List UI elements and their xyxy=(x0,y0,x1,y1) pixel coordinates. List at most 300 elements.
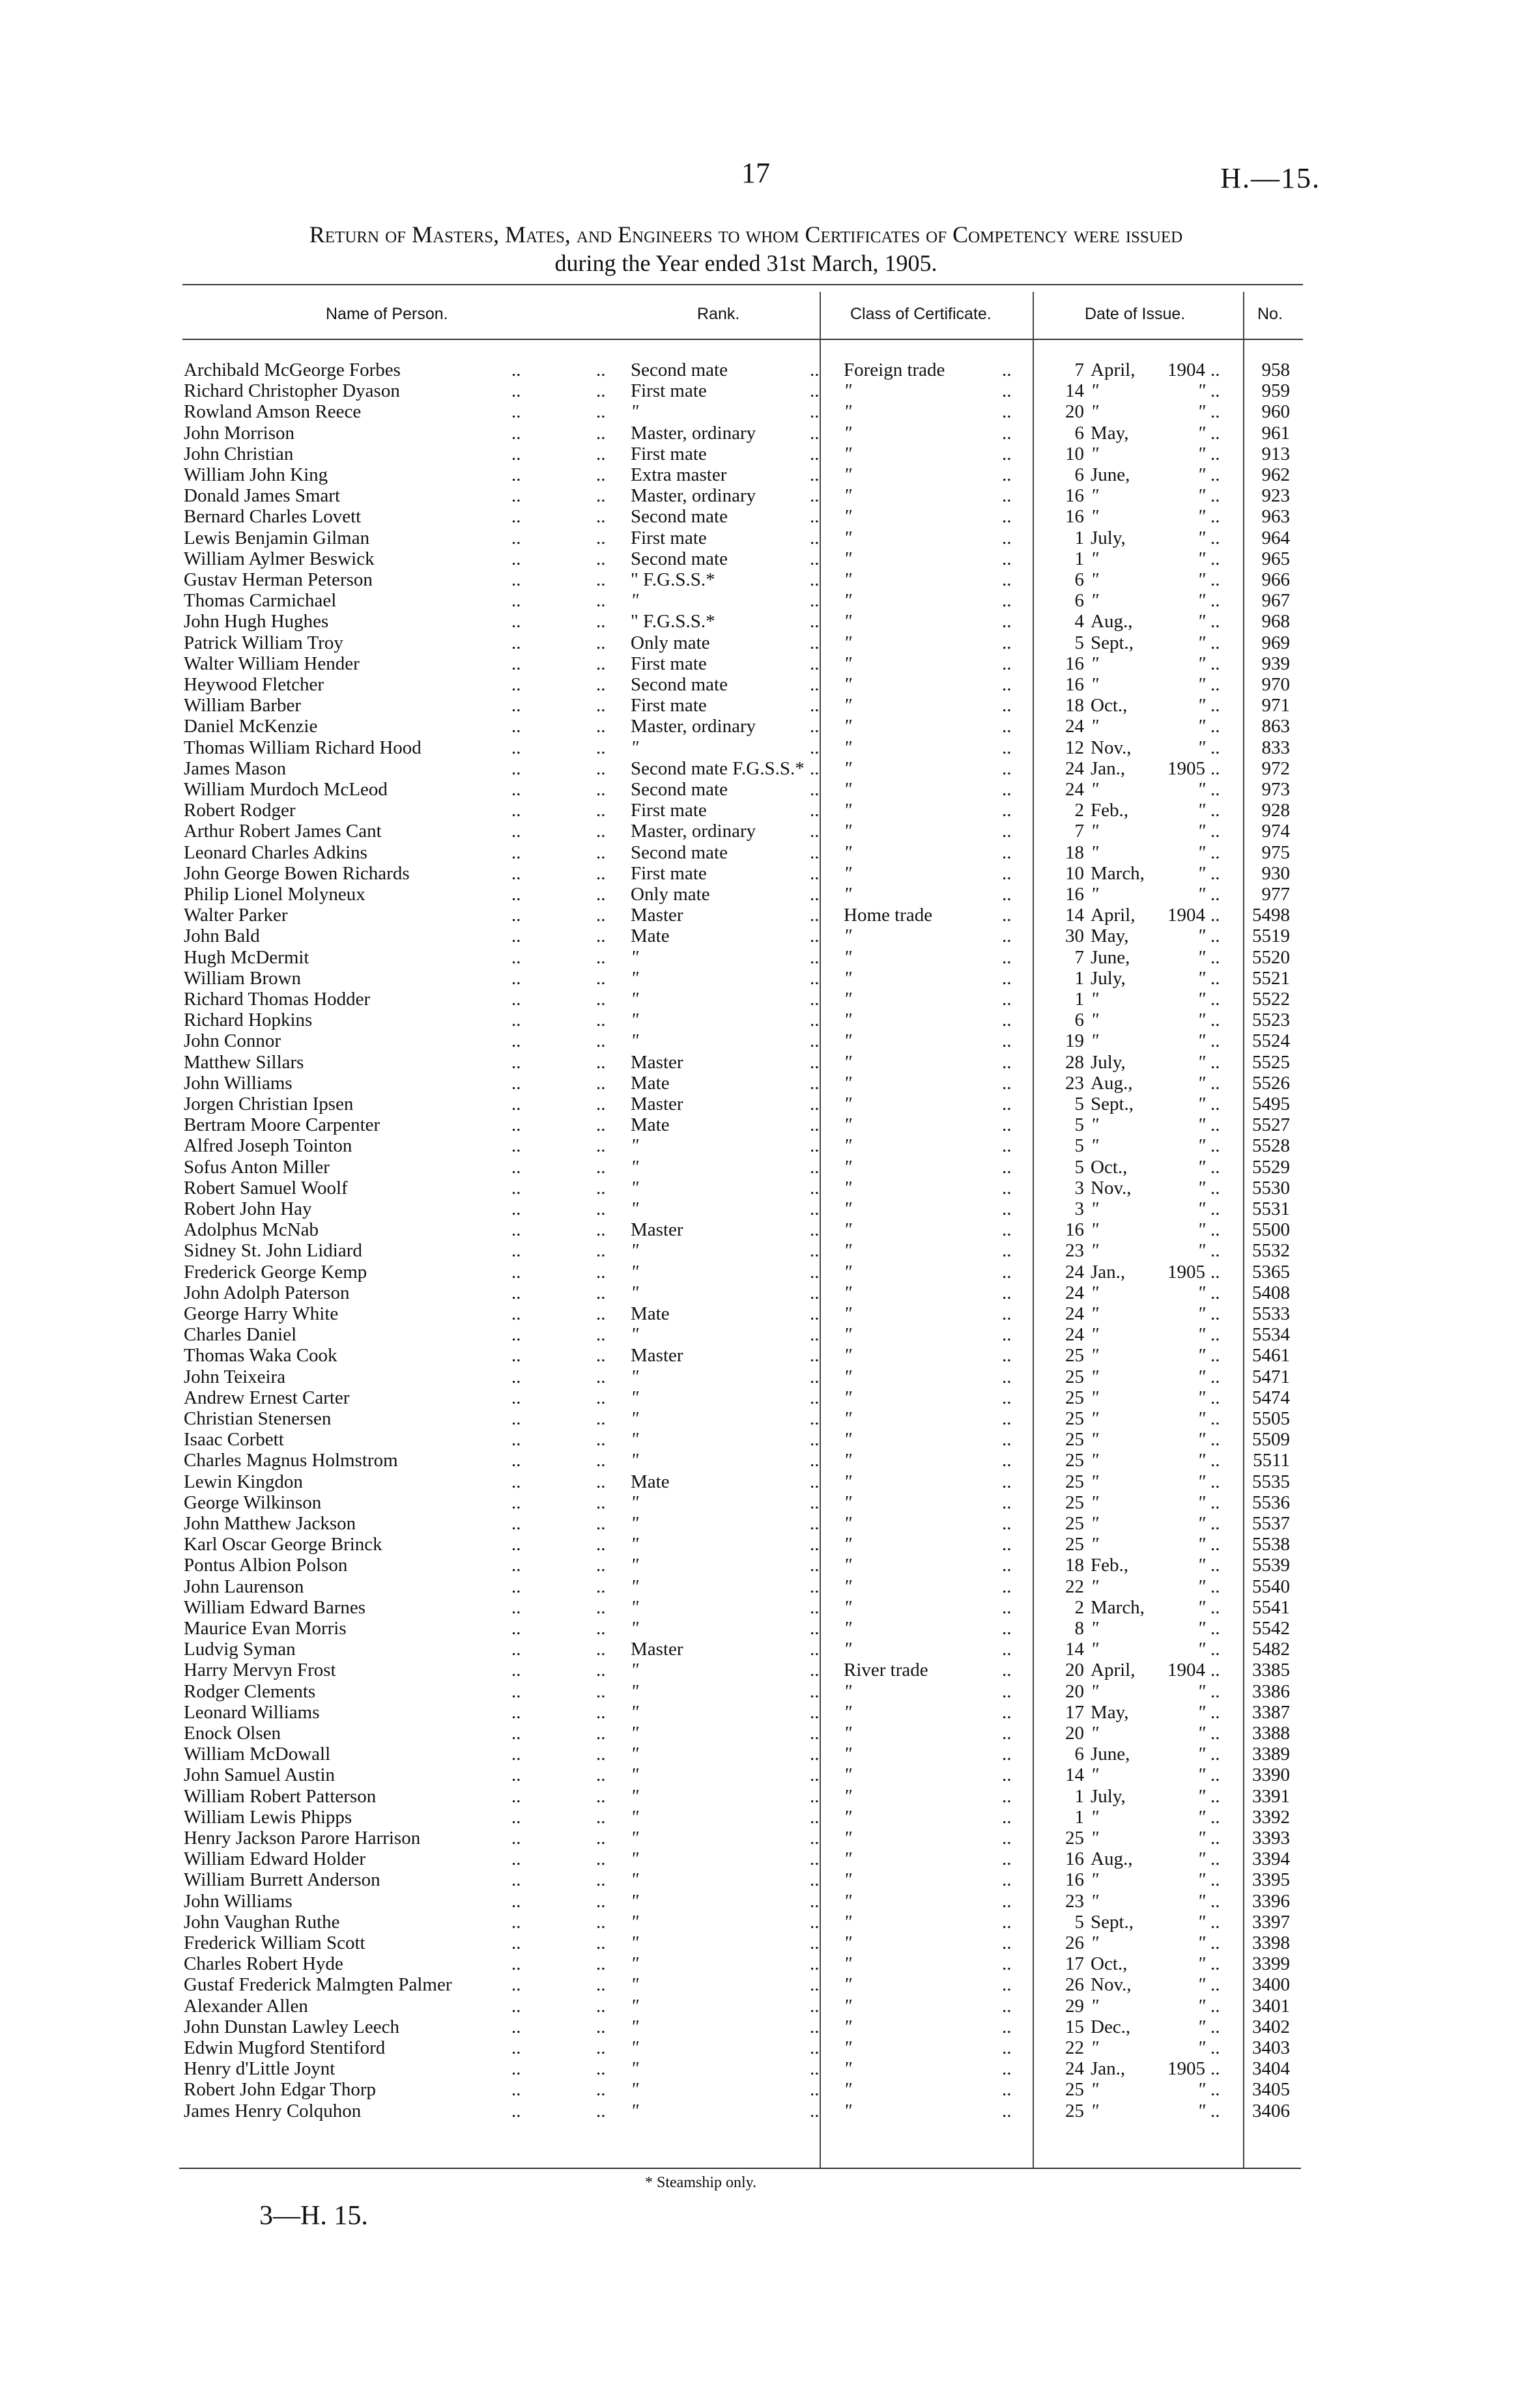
rank: Mate xyxy=(631,1073,670,1094)
person-name: Adolphus McNab xyxy=(184,1219,319,1240)
issue-day: 5 xyxy=(1074,1135,1084,1156)
leader-dots: .. xyxy=(1210,1052,1220,1073)
certificate-class: " xyxy=(844,444,852,464)
table-title xyxy=(176,220,1316,277)
person-name: Christian Stenersen xyxy=(184,1408,332,1429)
leader-dots: .. xyxy=(1002,1052,1012,1073)
issue-year: " xyxy=(1197,1953,1205,1974)
certificate-number: 3396 xyxy=(1252,1891,1290,1912)
leader-dots: .. xyxy=(810,1953,820,1974)
rank: " xyxy=(631,1198,639,1219)
issue-year: " xyxy=(1197,548,1205,569)
leader-dots: .. xyxy=(596,423,606,444)
leader-dots: .. xyxy=(1002,1702,1012,1723)
certificate-number: 977 xyxy=(1261,884,1290,905)
column-header-class: Class of Certificate. xyxy=(850,305,992,323)
rank: Second mate xyxy=(631,779,728,800)
certificate-number: 3401 xyxy=(1252,1996,1290,2017)
rank: " xyxy=(631,1240,639,1261)
rank: " xyxy=(631,1869,639,1890)
table-row xyxy=(0,695,1516,716)
leader-dots: .. xyxy=(596,1996,606,2017)
issue-month: " xyxy=(1091,548,1099,569)
leader-dots: .. xyxy=(1002,485,1012,506)
person-name: John Connor xyxy=(184,1030,281,1051)
leader-dots: .. xyxy=(1210,506,1220,527)
leader-dots: .. xyxy=(1002,2037,1012,2058)
table-row xyxy=(0,737,1516,758)
leader-dots: .. xyxy=(810,1786,820,1807)
leader-dots: .. xyxy=(1002,1135,1012,1156)
rank: " xyxy=(631,1953,639,1974)
certificate-number: 958 xyxy=(1261,360,1290,380)
certificate-class: Foreign trade xyxy=(844,360,945,380)
leader-dots: .. xyxy=(1002,1597,1012,1618)
leader-dots: .. xyxy=(596,1030,606,1051)
table-row xyxy=(0,1660,1516,1680)
leader-dots: .. xyxy=(596,1912,606,1933)
person-name: John Matthew Jackson xyxy=(184,1513,356,1534)
paper-reference: H.—15. xyxy=(1220,162,1321,194)
issue-month: " xyxy=(1091,380,1099,401)
leader-dots: .. xyxy=(1210,1723,1220,1744)
leader-dots: .. xyxy=(1002,401,1012,422)
certificate-number: 970 xyxy=(1261,674,1290,695)
leader-dots: .. xyxy=(810,1345,820,1366)
table-row xyxy=(0,2017,1516,2037)
issue-day: 10 xyxy=(1065,444,1084,464)
issue-day: 15 xyxy=(1065,2017,1084,2037)
table-row xyxy=(0,1618,1516,1639)
table-row xyxy=(0,1073,1516,1094)
issue-day: 2 xyxy=(1074,800,1084,821)
issue-month: " xyxy=(1091,444,1099,464)
certificate-number: 5525 xyxy=(1252,1052,1290,1073)
leader-dots: .. xyxy=(1210,1367,1220,1387)
leader-dots: .. xyxy=(1002,926,1012,946)
leader-dots: .. xyxy=(810,2058,820,2079)
rank: Mate xyxy=(631,926,670,946)
leader-dots: .. xyxy=(596,1869,606,1890)
rank: " xyxy=(631,1912,639,1933)
table-row xyxy=(0,464,1516,485)
certificate-class: " xyxy=(844,1807,852,1828)
leader-dots: .. xyxy=(1210,800,1220,821)
leader-dots: .. xyxy=(511,1240,521,1261)
rank: " xyxy=(631,1597,639,1618)
leader-dots: .. xyxy=(1210,528,1220,548)
leader-dots: .. xyxy=(596,695,606,716)
certificate-class: Home trade xyxy=(844,905,933,926)
certificate-number: 962 xyxy=(1261,464,1290,485)
table-row xyxy=(0,1912,1516,1933)
leader-dots: .. xyxy=(810,506,820,527)
leader-dots: .. xyxy=(1002,1492,1012,1513)
certificate-number: 3404 xyxy=(1252,2058,1290,2079)
leader-dots: .. xyxy=(511,1387,521,1408)
table-row xyxy=(0,1219,1516,1240)
issue-year: " xyxy=(1197,884,1205,905)
certificate-class: " xyxy=(844,2037,852,2058)
leader-dots: .. xyxy=(1002,821,1012,842)
certificate-class: " xyxy=(844,1052,852,1073)
person-name: William Murdoch McLeod xyxy=(184,779,388,800)
rank: Second mate F.G.S.S.* xyxy=(631,758,805,779)
rank: Master, ordinary xyxy=(631,821,756,842)
certificate-class: " xyxy=(844,1219,852,1240)
issue-month: June, xyxy=(1091,1744,1130,1764)
certificate-class: " xyxy=(844,1681,852,1702)
issue-day: 25 xyxy=(1065,1367,1084,1387)
issue-day: 16 xyxy=(1065,1869,1084,1890)
leader-dots: .. xyxy=(511,2017,521,2037)
certificate-class: " xyxy=(844,989,852,1010)
leader-dots: .. xyxy=(511,1324,521,1345)
issue-month: " xyxy=(1091,1345,1099,1366)
certificate-class: " xyxy=(844,1303,852,1324)
leader-dots: .. xyxy=(1210,1219,1220,1240)
rank: " xyxy=(631,1764,639,1785)
leader-dots: .. xyxy=(1210,1471,1220,1492)
issue-year: " xyxy=(1197,1597,1205,1618)
certificate-number: 5541 xyxy=(1252,1597,1290,1618)
leader-dots: .. xyxy=(1002,569,1012,590)
leader-dots: .. xyxy=(1002,1744,1012,1764)
issue-day: 1 xyxy=(1074,989,1084,1010)
leader-dots: .. xyxy=(810,968,820,989)
leader-dots: .. xyxy=(810,905,820,926)
leader-dots: .. xyxy=(1210,1597,1220,1618)
leader-dots: .. xyxy=(810,1513,820,1534)
leader-dots: .. xyxy=(511,444,521,464)
issue-year: " xyxy=(1197,1912,1205,1933)
issue-month: Jan., xyxy=(1091,2058,1126,2079)
person-name: Isaac Corbett xyxy=(184,1429,284,1450)
leader-dots: .. xyxy=(596,611,606,632)
issue-day: 30 xyxy=(1065,926,1084,946)
table-row xyxy=(0,653,1516,674)
leader-dots: .. xyxy=(596,905,606,926)
leader-dots: .. xyxy=(1002,674,1012,695)
person-name: John Hugh Hughes xyxy=(184,611,329,632)
issue-day: 16 xyxy=(1065,674,1084,695)
rank: Extra master xyxy=(631,464,727,485)
leader-dots: .. xyxy=(1210,1135,1220,1156)
issue-day: 12 xyxy=(1065,737,1084,758)
certificate-class: " xyxy=(844,1429,852,1450)
issue-month: " xyxy=(1091,1429,1099,1450)
leader-dots: .. xyxy=(596,947,606,968)
table-row xyxy=(0,2058,1516,2079)
leader-dots: .. xyxy=(1002,444,1012,464)
person-name: Robert Rodger xyxy=(184,800,296,821)
person-name: Gustaf Frederick Malmgten Palmer xyxy=(184,1974,452,1995)
certificate-class: " xyxy=(844,1974,852,1995)
leader-dots: .. xyxy=(596,1513,606,1534)
person-name: Bertram Moore Carpenter xyxy=(184,1114,380,1135)
leader-dots: .. xyxy=(511,1157,521,1178)
rank: " xyxy=(631,1030,639,1051)
issue-year: " xyxy=(1197,1681,1205,1702)
issue-month: " xyxy=(1091,1135,1099,1156)
leader-dots: .. xyxy=(810,1073,820,1094)
issue-month: " xyxy=(1091,1492,1099,1513)
table-row xyxy=(0,947,1516,968)
rank: " xyxy=(631,1492,639,1513)
certificate-class: " xyxy=(844,1282,852,1303)
issue-day: 24 xyxy=(1065,716,1084,737)
table-row xyxy=(0,842,1516,863)
issue-day: 6 xyxy=(1074,1010,1084,1030)
leader-dots: .. xyxy=(810,2017,820,2037)
person-name: Enock Olsen xyxy=(184,1723,281,1744)
certificate-number: 5530 xyxy=(1252,1178,1290,1198)
issue-month: " xyxy=(1091,1010,1099,1030)
rank: Second mate xyxy=(631,674,728,695)
person-name: John Morrison xyxy=(184,423,294,444)
leader-dots: .. xyxy=(1002,1723,1012,1744)
leader-dots: .. xyxy=(596,1073,606,1094)
leader-dots: .. xyxy=(1210,1198,1220,1219)
leader-dots: .. xyxy=(810,1848,820,1869)
rank: " xyxy=(631,1157,639,1178)
certificate-class: " xyxy=(844,1996,852,2017)
rank: " xyxy=(631,2101,639,2121)
person-name: John Dunstan Lawley Leech xyxy=(184,2017,399,2037)
person-name: Charles Magnus Holmstrom xyxy=(184,1450,398,1471)
leader-dots: .. xyxy=(596,1618,606,1639)
leader-dots: .. xyxy=(1210,1030,1220,1051)
leader-dots: .. xyxy=(511,1869,521,1890)
rank: " xyxy=(631,1974,639,1995)
issue-year: " xyxy=(1197,1324,1205,1345)
table-row xyxy=(0,1807,1516,1828)
issue-month: June, xyxy=(1091,947,1130,968)
issue-day: 24 xyxy=(1065,1282,1084,1303)
certificate-class: " xyxy=(844,401,852,422)
rank: " xyxy=(631,1408,639,1429)
leader-dots: .. xyxy=(1002,1764,1012,1785)
leader-dots: .. xyxy=(596,1303,606,1324)
certificate-class: " xyxy=(844,1178,852,1198)
leader-dots: .. xyxy=(596,569,606,590)
certificate-class: " xyxy=(844,1534,852,1555)
leader-dots: .. xyxy=(810,1660,820,1680)
issue-month: April, xyxy=(1091,905,1136,926)
issue-month: Nov., xyxy=(1091,1974,1132,1995)
issue-year: 1905 xyxy=(1167,1262,1205,1282)
leader-dots: .. xyxy=(810,590,820,611)
certificate-class: " xyxy=(844,1513,852,1534)
leader-dots: .. xyxy=(596,1345,606,1366)
leader-dots: .. xyxy=(810,674,820,695)
issue-year: " xyxy=(1197,2079,1205,2100)
person-name: William John King xyxy=(184,464,328,485)
leader-dots: .. xyxy=(1002,1387,1012,1408)
leader-dots: .. xyxy=(810,1450,820,1471)
issue-day: 18 xyxy=(1065,695,1084,716)
leader-dots: .. xyxy=(1002,632,1012,653)
leader-dots: .. xyxy=(810,1010,820,1030)
leader-dots: .. xyxy=(1210,401,1220,422)
table-row xyxy=(0,1534,1516,1555)
issue-year: 1905 xyxy=(1167,2058,1205,2079)
leader-dots: .. xyxy=(1002,1073,1012,1094)
leader-dots: .. xyxy=(511,989,521,1010)
leader-dots: .. xyxy=(810,1933,820,1953)
leader-dots: .. xyxy=(1210,1869,1220,1890)
issue-year: " xyxy=(1197,1073,1205,1094)
leader-dots: .. xyxy=(596,1387,606,1408)
issue-year: " xyxy=(1197,947,1205,968)
issue-day: 1 xyxy=(1074,548,1084,569)
issue-year: " xyxy=(1197,1282,1205,1303)
person-name: Matthew Sillars xyxy=(184,1052,304,1073)
leader-dots: .. xyxy=(810,528,820,548)
issue-day: 7 xyxy=(1074,360,1084,380)
issue-year: " xyxy=(1197,800,1205,821)
leader-dots: .. xyxy=(810,1282,820,1303)
issue-day: 25 xyxy=(1065,2079,1084,2100)
person-name: Sidney St. John Lidiard xyxy=(184,1240,362,1261)
issue-day: 18 xyxy=(1065,842,1084,863)
person-name: Robert John Hay xyxy=(184,1198,312,1219)
leader-dots: .. xyxy=(511,1618,521,1639)
leader-dots: .. xyxy=(1210,1618,1220,1639)
leader-dots: .. xyxy=(1210,1933,1220,1953)
leader-dots: .. xyxy=(1210,423,1220,444)
leader-dots: .. xyxy=(1002,1912,1012,1933)
issue-month: " xyxy=(1091,1534,1099,1555)
leader-dots: .. xyxy=(596,758,606,779)
leader-dots: .. xyxy=(810,1555,820,1576)
table-row xyxy=(0,485,1516,506)
leader-dots: .. xyxy=(1002,947,1012,968)
leader-dots: .. xyxy=(596,528,606,548)
leader-dots: .. xyxy=(1002,1219,1012,1240)
rank: " xyxy=(631,947,639,968)
leader-dots: .. xyxy=(1210,1114,1220,1135)
rank: " xyxy=(631,1262,639,1282)
leader-dots: .. xyxy=(1002,548,1012,569)
leader-dots: .. xyxy=(1210,1555,1220,1576)
leader-dots: .. xyxy=(596,884,606,905)
issue-day: 24 xyxy=(1065,758,1084,779)
leader-dots: .. xyxy=(1002,1828,1012,1848)
certificate-class: " xyxy=(844,1702,852,1723)
title-line-1: Return of Masters, Mates, and Engineers to whom Certificates of Competency were issued xyxy=(309,221,1183,248)
leader-dots: .. xyxy=(596,1157,606,1178)
leader-dots: .. xyxy=(1002,1094,1012,1114)
certificate-number: 5534 xyxy=(1252,1324,1290,1345)
leader-dots: .. xyxy=(511,1807,521,1828)
rank: " xyxy=(631,1681,639,1702)
person-name: John Williams xyxy=(184,1891,293,1912)
certificate-class: " xyxy=(844,947,852,968)
leader-dots: .. xyxy=(1210,1178,1220,1198)
issue-day: 6 xyxy=(1074,464,1084,485)
certificate-number: 959 xyxy=(1261,380,1290,401)
certificate-number: 964 xyxy=(1261,528,1290,548)
leader-dots: .. xyxy=(1002,1450,1012,1471)
certificate-class: " xyxy=(844,1450,852,1471)
leader-dots: .. xyxy=(1002,1429,1012,1450)
leader-dots: .. xyxy=(810,2037,820,2058)
leader-dots: .. xyxy=(1002,863,1012,884)
certificate-number: 928 xyxy=(1261,800,1290,821)
leader-dots: .. xyxy=(810,1094,820,1114)
issue-year: " xyxy=(1197,842,1205,863)
rank: Master xyxy=(631,1094,683,1114)
leader-dots: .. xyxy=(596,1744,606,1764)
leader-dots: .. xyxy=(511,2101,521,2121)
leader-dots: .. xyxy=(511,1450,521,1471)
issue-month: April, xyxy=(1091,360,1136,380)
leader-dots: .. xyxy=(1002,716,1012,737)
certificate-number: 5536 xyxy=(1252,1492,1290,1513)
rank: " xyxy=(631,1513,639,1534)
table-row xyxy=(0,1345,1516,1366)
leader-dots: .. xyxy=(596,1240,606,1261)
person-name: John Vaughan Ruthe xyxy=(184,1912,340,1933)
leader-dots: .. xyxy=(1002,1681,1012,1702)
sheet-signature: 3—H. 15. xyxy=(259,2201,368,2231)
table-row xyxy=(0,863,1516,884)
certificate-number: 5519 xyxy=(1252,926,1290,946)
issue-month: Oct., xyxy=(1091,695,1128,716)
certificate-class: " xyxy=(844,1345,852,1366)
leader-dots: .. xyxy=(511,485,521,506)
table-row xyxy=(0,1052,1516,1073)
leader-dots: .. xyxy=(1210,863,1220,884)
person-name: Frederick William Scott xyxy=(184,1933,365,1953)
certificate-class: " xyxy=(844,1010,852,1030)
certificate-number: 5532 xyxy=(1252,1240,1290,1261)
rank: Second mate xyxy=(631,548,728,569)
certificate-number: 973 xyxy=(1261,779,1290,800)
issue-year: " xyxy=(1197,1828,1205,1848)
leader-dots: .. xyxy=(1210,360,1220,380)
leader-dots: .. xyxy=(810,1744,820,1764)
person-name: James Mason xyxy=(184,758,287,779)
issue-year: " xyxy=(1197,1848,1205,1869)
leader-dots: .. xyxy=(810,695,820,716)
issue-year: " xyxy=(1197,1974,1205,1995)
leader-dots: .. xyxy=(596,444,606,464)
issue-year: " xyxy=(1197,464,1205,485)
leader-dots: .. xyxy=(511,1303,521,1324)
rank: " xyxy=(631,1135,639,1156)
issue-day: 2 xyxy=(1074,1597,1084,1618)
rank: " xyxy=(631,2079,639,2100)
table-row xyxy=(0,1974,1516,1995)
certificate-number: 3385 xyxy=(1252,1660,1290,1680)
leader-dots: .. xyxy=(810,360,820,380)
leader-dots: .. xyxy=(596,1324,606,1345)
certificate-class: " xyxy=(844,1828,852,1848)
certificate-class: " xyxy=(844,632,852,653)
leader-dots: .. xyxy=(1210,779,1220,800)
table-row xyxy=(0,1576,1516,1597)
leader-dots: .. xyxy=(511,1135,521,1156)
leader-dots: .. xyxy=(511,590,521,611)
table-row xyxy=(0,1869,1516,1890)
leader-dots: .. xyxy=(1210,1786,1220,1807)
leader-dots: .. xyxy=(810,1219,820,1240)
leader-dots: .. xyxy=(511,1114,521,1135)
leader-dots: .. xyxy=(810,1157,820,1178)
leader-dots: .. xyxy=(810,1052,820,1073)
